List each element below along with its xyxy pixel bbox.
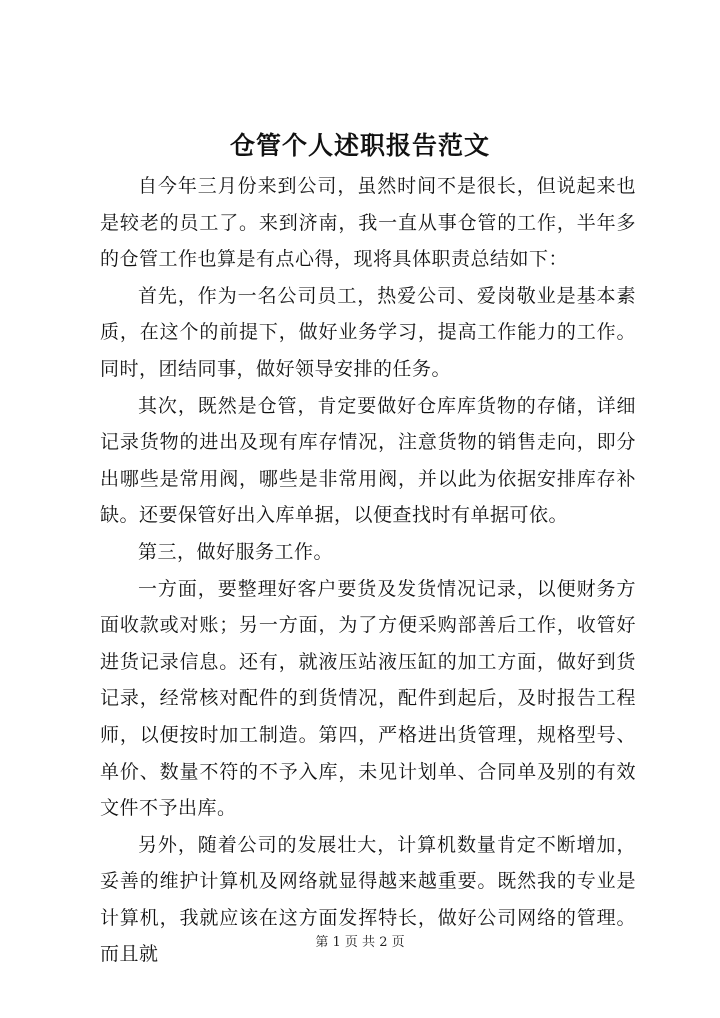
page-footer: 第 1 页 共 2 页 [315, 935, 405, 950]
paragraph-second: 其次，既然是仓管，肯定要做好仓库库货物的存储，详细记录货物的进出及现有库存情况，注意货物的销售走向，即分出哪些是常用阀，哪些是非常用阀，并以此为依据安排库存补缺。还要保管好出入库单据，以便查找时有单据可依。 [100, 394, 636, 527]
paragraph-service: 一方面，要整理好客户要货及发货情况记录，以便财务方面收款或对账；另一方面，为了方便采购部善后工作，收管好进货记录信息。还有，就液压站液压缸的加工方面，做好到货记录，经常核对配件的到货情况，配件到起后，及时报告工程师，以便按时加工制造。第四，严格进出货管理，规格型号、单价、数量不符的不予入库，未见计划单、合同单及别的有效文件不予出库。 [100, 577, 636, 820]
paragraph-first: 首先，作为一名公司员工，热爱公司、爱岗敬业是基本素质，在这个的前提下，做好业务学习，提高工作能力的工作。同时，团结同事，做好领导安排的任务。 [100, 284, 636, 380]
document-title: 仓管个人述职报告范文 [229, 131, 490, 160]
paragraph-third: 第三，做好服务工作。 [138, 540, 334, 563]
paragraph-intro: 自今年三月份来到公司，虽然时间不是很长，但说起来也是较老的员工了。来到济南，我一直从事仓管的工作，半年多的仓管工作也算是有点心得，现将具体职责总结如下： [100, 175, 636, 271]
document-body [100, 168, 636, 973]
paragraph-additional: 另外，随着公司的发展壮大，计算机数量肯定不断增加，妥善的维护计算机及网络就显得越来越重要。既然我的专业是计算机，我就应该在这方面发挥特长，做好公司网络的管理。而且就 [100, 833, 636, 966]
